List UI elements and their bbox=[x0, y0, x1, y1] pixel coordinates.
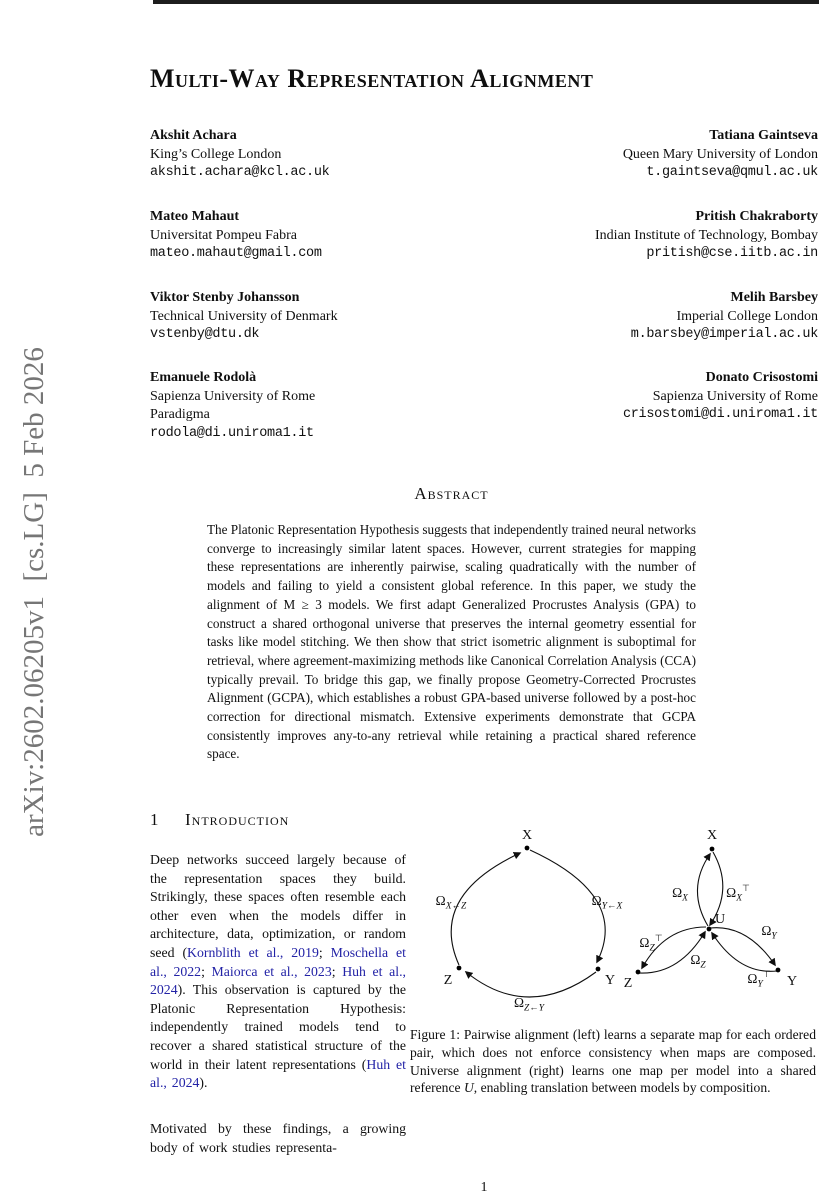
author-affiliation-2: Paradigma bbox=[150, 407, 210, 422]
citation-link[interactable]: Kornblith et al., 2019 bbox=[187, 944, 319, 960]
citation-link[interactable]: Huh et al., 2024 bbox=[150, 1056, 406, 1091]
author-email: pritish@cse.iitb.ac.in bbox=[646, 246, 818, 261]
node-dot-x bbox=[710, 847, 715, 852]
author-affiliation: Imperial College London bbox=[676, 308, 818, 324]
body-text: ). bbox=[199, 1075, 208, 1091]
section-title: Introduction bbox=[185, 810, 290, 829]
section-number: 1 bbox=[150, 810, 159, 829]
author-name: Tatiana Gaintseva bbox=[709, 128, 818, 143]
top-rule bbox=[153, 0, 819, 4]
author-block bbox=[458, 208, 818, 264]
author-block bbox=[458, 127, 818, 183]
node-dot-x bbox=[525, 846, 530, 851]
node-dot-z bbox=[636, 970, 641, 975]
author-name: Donato Crisostomi bbox=[705, 370, 818, 385]
author-email: mateo.mahaut@gmail.com bbox=[150, 246, 322, 261]
author-name: Melih Barsbey bbox=[730, 290, 818, 305]
author-name: Emanuele Rodolà bbox=[150, 370, 257, 385]
author-affiliation: Universitat Pompeu Fabra bbox=[150, 227, 297, 243]
body-text: ; bbox=[201, 963, 212, 979]
author-email: rodola@di.uniroma1.it bbox=[150, 425, 314, 441]
intro-paragraph-2: Motivated by these findings, a growing body of work studies representa- bbox=[150, 1121, 406, 1155]
author-affiliation: Sapienza University of Rome bbox=[652, 388, 818, 404]
node-dot-y bbox=[776, 968, 781, 973]
map-label-omega-x-transpose: $\Omega_X^⊤$ bbox=[726, 883, 750, 904]
edge-u-to-x bbox=[697, 854, 710, 926]
intro-paragraph-1 bbox=[150, 851, 406, 1093]
author-name: Viktor Stenby Johansson bbox=[150, 290, 300, 305]
node-label-y: Y bbox=[786, 974, 798, 989]
author-block bbox=[150, 369, 510, 443]
author-email: vstenby@dtu.dk bbox=[150, 327, 260, 342]
node-label-x: X bbox=[706, 828, 718, 843]
universe-diagram bbox=[624, 828, 797, 991]
citation-link[interactable]: Moschella et al., 2022 bbox=[150, 944, 406, 979]
body-text: ; bbox=[318, 944, 331, 960]
node-dot-z bbox=[457, 966, 462, 971]
arxiv-watermark: arXiv:2602.06205v1 [cs.LG] 5 Feb 2026 bbox=[18, 347, 50, 837]
abstract-heading: Abstract bbox=[414, 484, 489, 503]
figure1-diagram bbox=[408, 826, 818, 1021]
author-block bbox=[150, 127, 510, 183]
map-label-omega-y-transpose: $\Omega_Y^⊤$ bbox=[747, 969, 771, 990]
edge-y-to-u bbox=[712, 933, 777, 971]
author-block bbox=[458, 289, 818, 345]
node-label-z: Z bbox=[623, 976, 633, 991]
map-label-omega-z: $\Omega_Z$ bbox=[690, 952, 706, 971]
author-block bbox=[150, 208, 510, 264]
author-name: Akshit Achara bbox=[150, 128, 237, 143]
map-label-omega-y-from-x: $\Omega_{Y\leftarrow X}$ bbox=[591, 893, 623, 912]
author-email: crisostomi@di.uniroma1.it bbox=[622, 407, 818, 422]
author-email: akshit.achara@kcl.ac.uk bbox=[150, 165, 330, 180]
body-text: Deep networks succeed largely because of the representation spaces they build. Strikingly, these spaces often resemble each other even when the models differ in architecture, data, optimization, or random seed ( bbox=[150, 852, 406, 960]
caption-text: Figure 1: Pairwise alignment (left) learns a separate map for each ordered pair, which does not enforce consistency when maps are composed. Universe alignment (right) learns one map per model into a shared reference bbox=[410, 1027, 816, 1096]
author-affiliation: Technical University of Denmark bbox=[150, 308, 338, 324]
caption-text: , enabling translation between models by composition. bbox=[473, 1080, 771, 1096]
node-label-x: X bbox=[521, 828, 533, 843]
author-block bbox=[458, 369, 818, 425]
citation-link[interactable]: Maiorca et al., 2023 bbox=[211, 963, 332, 979]
map-label-omega-z-transpose: $\Omega_Z^⊤$ bbox=[639, 933, 663, 954]
figure1-caption bbox=[410, 1026, 816, 1097]
node-dot-y bbox=[596, 967, 601, 972]
section-heading bbox=[150, 810, 289, 830]
abstract-body: The Platonic Representation Hypothesis suggests that independently trained neural networks converge to increasingly similar latent spaces. However, current strategies for mapping these representations are inherently pairwise, scaling quadratically with the number of models and failing to yield a consistent global reference. In this paper, we study the alignment of M ≥ 3 models. We first adapt Generalized Procrustes Analysis (GPA) to construct a shared orthogonal universe that preserves the internal geometry essential for tasks like model stitching. We then show that strict isometric alignment is suboptimal for retrieval, where agreement-maximizing methods like Canonical Correlation Analysis (CCA) typically prevail. To bridge this gap, we finally propose Geometry-Corrected Procrustes Alignment (GCPA), which establishes a robust GPA-based universe followed by a post-hoc correction for directional mismatch. Extensive experiments demonstrate that GCPA consistently improves any-to-any retrieval while retaining a practical shared reference space. bbox=[207, 522, 696, 762]
author-affiliation: King’s College London bbox=[150, 146, 282, 162]
map-label-omega-x: $\Omega_X$ bbox=[672, 885, 688, 904]
author-affiliation: Sapienza University of Rome bbox=[150, 388, 316, 404]
author-block bbox=[150, 289, 510, 345]
node-dot-u bbox=[707, 927, 712, 932]
node-label-y: Y bbox=[604, 973, 616, 988]
edge-y-to-z bbox=[466, 972, 596, 997]
map-label-omega-y: $\Omega_Y$ bbox=[761, 923, 777, 942]
author-email: t.gaintseva@qmul.ac.uk bbox=[646, 165, 818, 180]
page-number: 1 bbox=[480, 1180, 488, 1195]
node-label-z: Z bbox=[443, 973, 453, 988]
author-affiliation: Queen Mary University of London bbox=[622, 146, 818, 162]
author-email: m.barsbey@imperial.ac.uk bbox=[630, 327, 818, 342]
author-name: Mateo Mahaut bbox=[150, 209, 240, 224]
map-label-omega-z-from-y: $\Omega_{Z\leftarrow Y}$ bbox=[513, 995, 545, 1014]
body-text: ). This observation is captured by the Platonic Representation Hypothesis: independently trained models tend to recover a shared statistical structure of the world in their latent representations ( bbox=[150, 982, 406, 1072]
paper-title: Multi-Way Representation Alignment bbox=[150, 64, 594, 93]
author-affiliation: Indian Institute of Technology, Bombay bbox=[595, 227, 818, 243]
pairwise-diagram bbox=[436, 828, 624, 1014]
body-text: ; bbox=[331, 963, 343, 979]
caption-math-u: U bbox=[463, 1080, 474, 1096]
citation-link[interactable]: Huh et al., 2024 bbox=[150, 963, 406, 998]
node-label-u: U bbox=[715, 912, 726, 927]
author-name: Pritish Chakraborty bbox=[695, 209, 818, 224]
map-label-omega-x-from-z: $\Omega_{X\leftarrow Z}$ bbox=[435, 893, 467, 912]
